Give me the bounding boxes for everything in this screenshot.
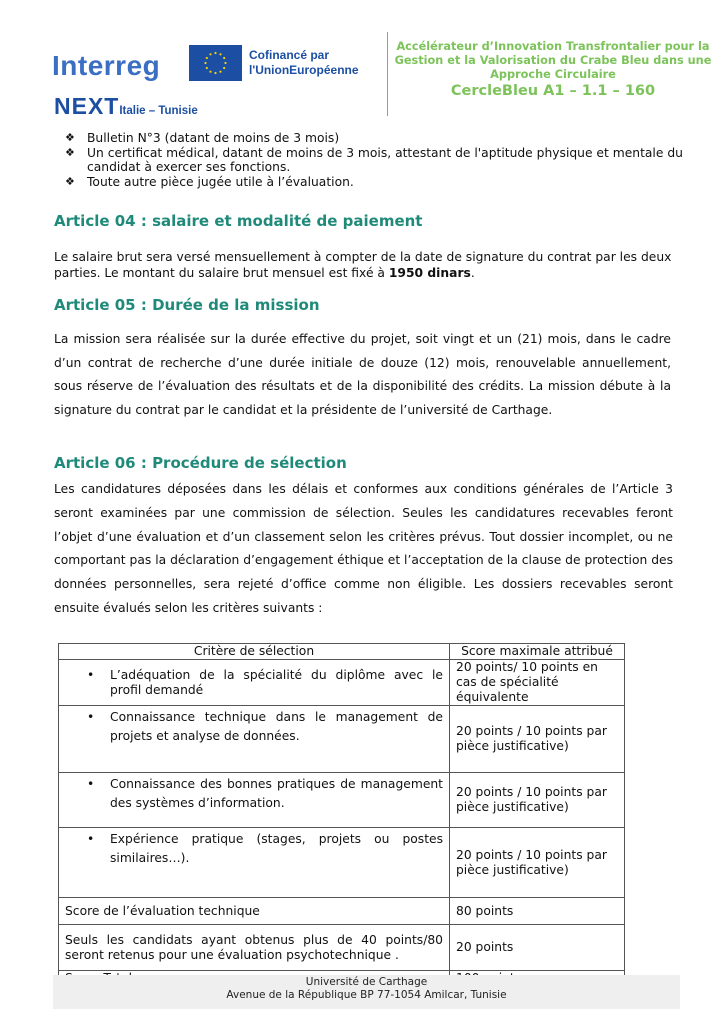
header-divider [387, 32, 388, 116]
list-item-text: Un certificat médical, datant de moins de 3 mois, attestant de l'aptitude physique et mentale du candidat à exercer ses fonctions. [87, 145, 683, 174]
eu-cofinance-line1: Cofinancé par [249, 48, 330, 62]
list-item [65, 175, 695, 190]
next-logo-subtitle: Italie – Tunisie [119, 105, 198, 117]
article-06-heading: Article 06 : Procédure de sélection [54, 454, 347, 472]
list-item-text: Toute autre pièce jugée utile à l’évaluation. [87, 174, 354, 189]
criterion-cell: Score de l’évaluation technique [59, 898, 450, 925]
footer-address: Avenue de la République BP 77-1054 Amilcar, Tunisie [226, 989, 507, 1001]
article-06-paragraph: Les candidatures déposées dans les délais et conformes aux conditions générales de l’Article 3 seront examinées par une commission de sélection. Seules les candidatures recevables feront l’objet d’une évaluation et d’un classement selon les critères prévus. Tout dossier incomplet, ou ne comportant pas la déclaration d’engagement éthique et l’acceptation de la clause de protection des données personnelles, sera rejeté d’office comme non éligible. Les dossiers recevables seront ensuite évalués selon les critères suivants : [54, 482, 673, 615]
eu-cofinance-label [249, 48, 359, 78]
criterion-text: L’adéquation de la spécialité du diplôme avec le profil demandé [110, 667, 443, 697]
score-cell: 20 points [450, 925, 625, 971]
article-05-heading: Article 05 : Durée de la mission [54, 296, 320, 314]
table-header-score: Score maximale attribué [450, 644, 625, 660]
bullet-icon: • [87, 777, 95, 791]
footer-institution: Université de Carthage [305, 976, 428, 988]
article-04-paragraph [54, 249, 694, 281]
project-title [392, 40, 714, 100]
list-item [65, 131, 695, 146]
salary-amount: 1950 dinars [388, 266, 471, 280]
bullet-icon: • [87, 667, 95, 682]
criterion-text: Connaissance technique dans le management de projets et analyse de données. [110, 710, 443, 743]
project-code: CercleBleu A1 – 1.1 – 160 [450, 83, 656, 99]
table-row [59, 925, 625, 971]
table-row [59, 660, 625, 706]
score-cell: 20 points / 10 points par pièce justificative) [450, 828, 625, 898]
score-cell: 20 points / 10 points par pièce justificative) [450, 706, 625, 773]
criterion-cell [59, 773, 450, 828]
article-04-text: Le salaire brut sera versé mensuellement à compter de la date de signature du contrat par les deux parties. Le montant du salaire brut mensuel est fixé à [54, 250, 672, 280]
criterion-cell [59, 660, 450, 706]
project-title-line3: Approche Circulaire [490, 68, 616, 81]
article-04-heading: Article 04 : salaire et modalité de paiement [54, 212, 423, 230]
criterion-cell [59, 706, 450, 773]
page-footer [53, 975, 680, 1009]
score-cell: 20 points/ 10 points en cas de spécialité équivalente [450, 660, 625, 706]
table-row [59, 898, 625, 925]
eu-cofinance-line2: l'UnionEuropéenne [249, 63, 359, 77]
bullet-icon: • [87, 710, 95, 724]
criterion-cell [59, 828, 450, 898]
criterion-text: Expérience pratique (stages, projets ou postes similaires…). [110, 832, 443, 865]
diamond-bullet-icon: ❖ [65, 131, 75, 144]
table-row [59, 828, 625, 898]
interreg-logo: Interreg [52, 50, 161, 81]
diamond-bullet-icon: ❖ [65, 174, 75, 188]
required-documents-list [65, 131, 695, 189]
article-04-text-end: . [470, 266, 475, 280]
table-header-row [59, 644, 625, 660]
diamond-bullet-icon: ❖ [65, 145, 75, 159]
eu-flag-icon [189, 45, 242, 81]
next-logo [54, 93, 198, 120]
list-item [65, 146, 695, 175]
score-cell: 20 points / 10 points par pièce justificative) [450, 773, 625, 828]
list-item-text: Bulletin N°3 (datant de moins de 3 mois) [87, 131, 340, 145]
table-row [59, 706, 625, 773]
bullet-icon: • [87, 832, 95, 846]
project-title-line2: Gestion et la Valorisation du Crabe Bleu dans une [394, 54, 712, 67]
selection-criteria-table [58, 643, 625, 987]
score-cell: 80 points [450, 898, 625, 925]
criterion-text: Connaissance des bonnes pratiques de management des systèmes d’information. [110, 777, 443, 810]
criterion-cell: Seuls les candidats ayant obtenus plus de 40 points/80 seront retenus pour une évaluation psychotechnique . [59, 925, 450, 971]
next-logo-text: NEXT [54, 93, 120, 119]
project-title-line1: Accélérateur d’Innovation Transfrontalier pour la [396, 40, 710, 53]
table-header-criterion: Critère de sélection [59, 644, 450, 660]
article-05-paragraph: La mission sera réalisée sur la durée effective du projet, soit vingt et un (21) mois, dans le cadre d’un contrat de recherche d’une durée initiale de douze (12) mois, renouvelable annuellement, sous réserve de l’évaluation des résultats et de la disponibilité des crédits. La mission débute à la signature du contrat par le candidat et la présidente de l’université de Carthage. [54, 332, 671, 417]
table-row [59, 773, 625, 828]
